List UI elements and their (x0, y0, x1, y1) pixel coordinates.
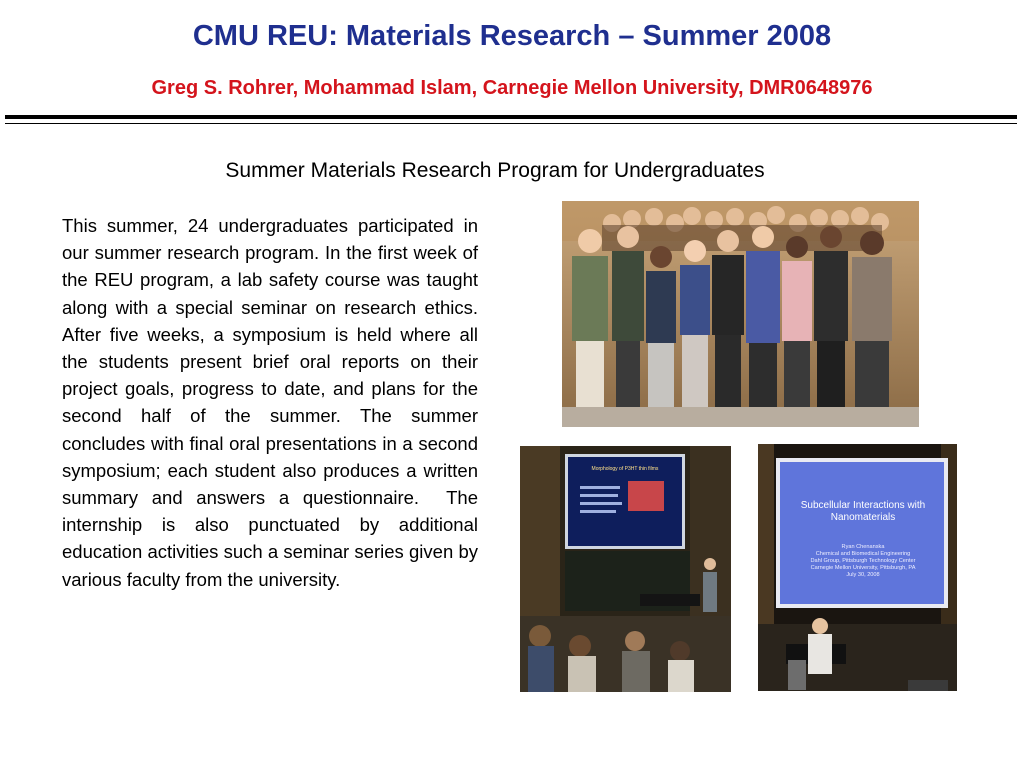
divider-thin (5, 123, 1017, 124)
lecture-photo-right (758, 444, 957, 691)
right-screen-details: Ryan Chenanska Chemical and Biomedical Engineering Dahl Group, Pittsburgh Technology Center Carnegie Mellon University, Pittsburgh, PA July 30, 2008 (810, 544, 916, 578)
divider-thick (5, 115, 1017, 119)
group-photo (562, 201, 919, 427)
section-heading: Summer Materials Research Program for Undergraduates (225, 159, 765, 182)
slide-title: CMU REU: Materials Research – Summer 2008 (192, 20, 832, 52)
authors-line: Greg S. Rohrer, Mohammad Islam, Carnegie Mellon University, DMR0648976 (151, 77, 873, 99)
program-description: This summer, 24 undergraduates participated in our summer research program. In the first week of the REU program, a lab safety course was taught along with a special seminar on research ethics. After five weeks, a symposium is held where all the students present brief oral reports on their project goals, progress to date, and plans for the second half of the summer. The summer concludes with final oral presentations in a second symposium; each student also produces a written summary and answers a questionnaire. The internship is also punctuated by additional education activities such a seminar series given by various faculty from the university. (62, 215, 489, 590)
left-screen-title: Morphology of P3HT thin films (591, 466, 659, 472)
lecture-photo-left (520, 446, 731, 692)
right-screen-title: Subcellular Interactions with Nanomaterials (800, 500, 926, 523)
